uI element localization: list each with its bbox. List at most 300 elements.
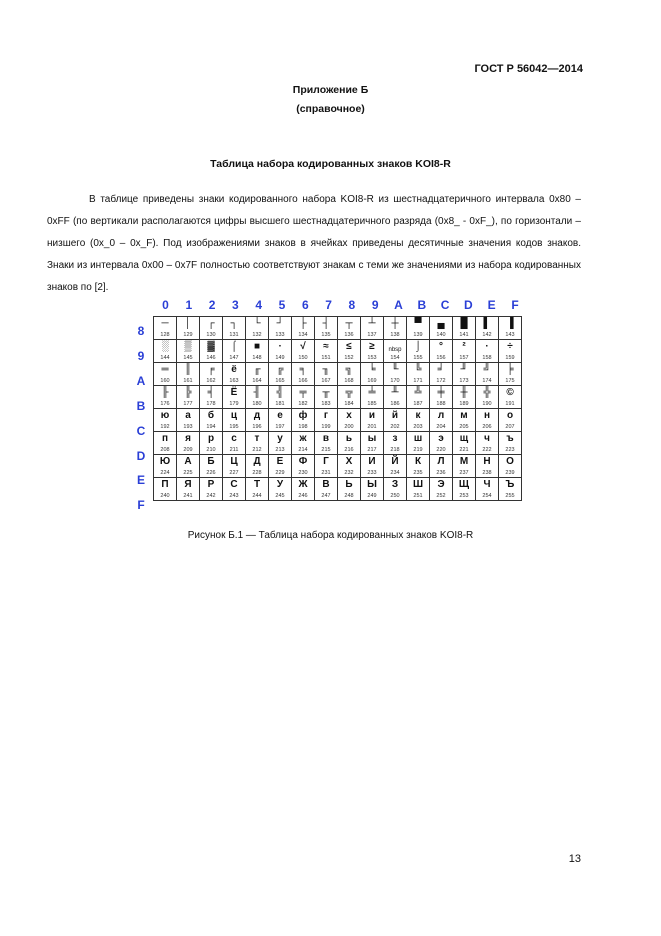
code-cell	[292, 455, 315, 478]
cell-code: 213	[275, 447, 285, 453]
code-cell	[499, 455, 522, 478]
code-cell	[476, 455, 499, 478]
code-cell	[269, 432, 292, 455]
cell-glyph: ╘	[368, 364, 376, 375]
code-cell	[499, 386, 522, 409]
cell-code: 134	[298, 332, 308, 338]
cell-code: 168	[344, 378, 354, 384]
cell-glyph: └	[253, 318, 261, 329]
cell-code: 163	[229, 378, 239, 384]
code-cell	[361, 363, 384, 386]
cell-code: 227	[229, 470, 239, 476]
code-cell	[177, 317, 200, 340]
cell-glyph: Й	[391, 456, 399, 467]
cell-glyph: ┘	[276, 318, 284, 329]
code-cell	[315, 409, 338, 432]
cell-glyph: у	[277, 433, 283, 444]
code-cell	[430, 386, 453, 409]
cell-code: 143	[505, 332, 515, 338]
cell-code: 130	[206, 332, 216, 338]
cell-code: 241	[183, 493, 193, 499]
cell-code: 175	[505, 378, 515, 384]
cell-code: 132	[252, 332, 262, 338]
cell-glyph: ╦	[345, 387, 353, 398]
code-cell	[269, 409, 292, 432]
code-cell	[315, 386, 338, 409]
table-row	[154, 455, 522, 478]
cell-code: 250	[390, 493, 400, 499]
cell-glyph: Б	[207, 456, 215, 467]
appendix-title: Приложение Б	[292, 84, 369, 96]
cell-code: 207	[505, 424, 515, 430]
cell-glyph: ё	[231, 364, 237, 375]
code-cell	[453, 432, 476, 455]
code-cell	[453, 478, 476, 501]
cell-code: 212	[252, 447, 262, 453]
cell-code: 187	[413, 401, 423, 407]
cell-code: 177	[183, 401, 193, 407]
cell-glyph: ╜	[460, 364, 468, 375]
cell-glyph: Г	[323, 456, 329, 467]
cell-glyph: ▄	[437, 318, 445, 329]
column-header: 3	[232, 298, 239, 312]
cell-glyph: ╡	[207, 387, 215, 398]
body-paragraph-text: В таблице приведены знаки кодированного набора KOI8-R из шестнадцатеричного интервала 0x80 – 0xFF (по вертикали располагаются цифры высшего шестнадцатеричного разряда (0x8_ - 0xF_), по горизонтали – низшего (0x_0 – 0x_F). Под изображениями знаков в ячейках приведены десятичные значения кодов знаков. Знаки из интервала 0x00 – 0x7F полностью соответствуют знакам с теми же значениями из набора кодированных знаков по [2].	[47, 194, 581, 293]
cell-glyph: ╨	[391, 387, 399, 398]
code-cell	[361, 478, 384, 501]
cell-code: 192	[160, 424, 170, 430]
cell-glyph: Ь	[345, 479, 353, 490]
cell-code: 210	[206, 447, 216, 453]
cell-code: 141	[459, 332, 469, 338]
cell-code: 136	[344, 332, 354, 338]
cell-code: 206	[482, 424, 492, 430]
cell-code: 230	[298, 470, 308, 476]
cell-glyph: ╝	[483, 364, 491, 375]
code-cell	[223, 432, 246, 455]
cell-code: 211	[229, 447, 239, 453]
cell-code: 161	[183, 378, 193, 384]
cell-code: 138	[390, 332, 400, 338]
code-cell	[499, 363, 522, 386]
cell-glyph: О	[506, 456, 514, 467]
cell-code: 205	[459, 424, 469, 430]
code-cell	[269, 386, 292, 409]
cell-glyph: ┬	[345, 318, 353, 329]
cell-code: 235	[413, 470, 423, 476]
row-header: C	[136, 423, 146, 438]
cell-glyph: ч	[484, 433, 490, 444]
cell-glyph: ы	[367, 433, 377, 444]
code-cell	[315, 478, 338, 501]
cell-code: 153	[367, 355, 377, 361]
cell-glyph: ▓	[207, 341, 215, 352]
code-cell	[453, 317, 476, 340]
cell-glyph: ▌	[483, 318, 491, 329]
table-row	[154, 432, 522, 455]
body-paragraph	[47, 189, 581, 299]
code-cell	[292, 409, 315, 432]
code-cell	[177, 409, 200, 432]
cell-glyph: ∙	[278, 341, 282, 352]
cell-code: 225	[183, 470, 193, 476]
cell-glyph: ж	[299, 433, 307, 444]
cell-glyph: ╢	[253, 387, 261, 398]
cell-glyph: ┤	[322, 318, 330, 329]
cell-code: 251	[413, 493, 423, 499]
cell-code: 224	[160, 470, 170, 476]
code-cell	[338, 386, 361, 409]
code-cell	[384, 432, 407, 455]
code-cell	[246, 478, 269, 501]
code-cell	[200, 478, 223, 501]
cell-code: 247	[321, 493, 331, 499]
cell-code: 228	[252, 470, 262, 476]
cell-code: 243	[229, 493, 239, 499]
row-header: 9	[137, 348, 145, 363]
cell-glyph: ф	[298, 410, 308, 421]
cell-code: 190	[482, 401, 492, 407]
cell-glyph: е	[277, 410, 283, 421]
cell-glyph: т	[254, 433, 260, 444]
cell-code: 133	[275, 332, 285, 338]
cell-code: 182	[298, 401, 308, 407]
cell-code: 196	[252, 424, 262, 430]
cell-code: 159	[505, 355, 515, 361]
cell-glyph: Ч	[483, 479, 491, 490]
cell-glyph: ╧	[368, 387, 376, 398]
cell-code: 167	[321, 378, 331, 384]
code-cell	[200, 432, 223, 455]
code-cell	[476, 432, 499, 455]
cell-glyph: В	[322, 479, 330, 490]
cell-glyph: ⌡	[414, 341, 422, 352]
code-cell	[315, 363, 338, 386]
code-cell	[292, 386, 315, 409]
code-cell	[453, 363, 476, 386]
cell-glyph: ╓	[253, 364, 261, 375]
row-header: 8	[137, 324, 145, 338]
cell-glyph: ╠	[184, 387, 192, 398]
cell-code: 252	[436, 493, 446, 499]
cell-glyph: ╥	[322, 387, 330, 398]
cell-glyph: Я	[184, 479, 192, 490]
code-cell	[246, 432, 269, 455]
column-header: 9	[371, 298, 379, 312]
cell-glyph: я	[185, 433, 191, 444]
row-header: F	[137, 498, 145, 513]
cell-glyph: н	[483, 410, 491, 421]
code-cell	[453, 386, 476, 409]
code-cell	[223, 386, 246, 409]
code-cell	[246, 363, 269, 386]
cell-code: 189	[459, 401, 469, 407]
cell-glyph: ╞	[506, 364, 514, 375]
table-row	[154, 386, 522, 409]
cell-glyph: З	[391, 479, 399, 490]
cell-glyph: Е	[276, 456, 284, 467]
cell-glyph: ≈	[323, 341, 329, 352]
cell-glyph: Ы	[367, 479, 377, 490]
cell-glyph: ╣	[276, 387, 284, 398]
appendix-subtitle: (справочное)	[296, 103, 365, 115]
column-header: E	[487, 298, 496, 312]
cell-code: 140	[436, 332, 446, 338]
cell-glyph: °	[439, 341, 443, 352]
cell-code: 201	[367, 424, 377, 430]
cell-code: 249	[367, 493, 377, 499]
cell-glyph: ь	[345, 433, 353, 444]
code-cell	[430, 340, 453, 363]
cell-glyph: ┐	[230, 318, 238, 329]
code-cell	[453, 409, 476, 432]
cell-glyph: У	[276, 479, 284, 490]
cell-glyph: Ж	[298, 479, 308, 490]
cell-glyph: ╫	[460, 387, 468, 398]
cell-glyph: ц	[230, 410, 238, 421]
cell-glyph: й	[391, 410, 399, 421]
cell-glyph: ┴	[368, 318, 376, 329]
cell-code: 197	[275, 424, 285, 430]
cell-code: 199	[321, 424, 331, 430]
cell-code: 150	[298, 355, 308, 361]
code-cell	[361, 386, 384, 409]
cell-glyph: ╩	[414, 387, 422, 398]
code-cell	[338, 432, 361, 455]
code-cell	[269, 317, 292, 340]
cell-glyph: к	[415, 410, 421, 421]
code-cell	[499, 340, 522, 363]
code-cell	[430, 363, 453, 386]
cell-glyph: Х	[345, 456, 353, 467]
cell-code: 246	[298, 493, 308, 499]
cell-glyph: Ё	[230, 387, 238, 398]
cell-code: 237	[459, 470, 469, 476]
cell-code: 244	[252, 493, 262, 499]
code-cell	[315, 340, 338, 363]
cell-glyph: ш	[413, 433, 423, 444]
cell-glyph: ─	[161, 318, 169, 329]
code-cell	[499, 317, 522, 340]
cell-glyph: ╗	[345, 364, 353, 375]
cell-code: 160	[160, 378, 170, 384]
code-cell	[384, 386, 407, 409]
cell-glyph: █	[460, 318, 468, 329]
cell-code: 219	[413, 447, 423, 453]
cell-code: 157	[459, 355, 469, 361]
code-cell	[361, 409, 384, 432]
column-header: 1	[185, 298, 193, 312]
code-cell	[476, 386, 499, 409]
code-cell	[384, 363, 407, 386]
code-cell	[154, 317, 177, 340]
column-header: 7	[325, 298, 332, 312]
cell-glyph: ╛	[437, 364, 445, 375]
column-header: B	[417, 298, 427, 312]
cell-code: 214	[298, 447, 308, 453]
cell-code: 174	[482, 378, 492, 384]
cell-code: 156	[436, 355, 446, 361]
cell-glyph: ▒	[184, 341, 192, 352]
figure-caption: Рисунок Б.1 — Таблица набора кодированных знаков KOI8-R	[187, 530, 474, 541]
code-cell	[177, 386, 200, 409]
cell-glyph: ▐	[506, 318, 514, 329]
code-cell	[246, 386, 269, 409]
code-cell	[338, 409, 361, 432]
cell-code: 164	[252, 378, 262, 384]
cell-code: 178	[206, 401, 216, 407]
column-header: 2	[208, 298, 216, 312]
cell-glyph: ╙	[391, 364, 399, 375]
cell-code: 236	[436, 470, 446, 476]
code-cell	[338, 478, 361, 501]
code-cell	[154, 432, 177, 455]
cell-code: 232	[344, 470, 354, 476]
cell-code: 172	[436, 378, 446, 384]
row-header: A	[136, 373, 146, 388]
table-row	[154, 409, 522, 432]
cell-glyph: ▀	[414, 318, 422, 329]
cell-glyph: с	[231, 433, 237, 444]
cell-code: 155	[413, 355, 423, 361]
code-cell	[177, 432, 200, 455]
code-cell	[223, 409, 246, 432]
cell-code: 137	[367, 332, 377, 338]
code-cell	[361, 340, 384, 363]
code-cell	[315, 432, 338, 455]
cell-code: 226	[206, 470, 216, 476]
cell-glyph: Э	[437, 479, 445, 490]
cell-glyph: Ф	[298, 456, 308, 467]
cell-glyph: Р	[207, 479, 215, 490]
column-header: 5	[278, 298, 286, 312]
cell-glyph: ┼	[391, 318, 399, 329]
cell-glyph: ╬	[483, 387, 491, 398]
cell-glyph: г	[323, 410, 329, 421]
cell-code: 194	[206, 424, 216, 430]
cell-glyph: С	[230, 479, 238, 490]
code-cell	[200, 386, 223, 409]
cell-glyph: ╔	[276, 364, 284, 375]
code-cell	[430, 317, 453, 340]
cell-code: 128	[160, 332, 170, 338]
code-cell	[246, 455, 269, 478]
cell-glyph: Н	[483, 456, 491, 467]
cell-code: 233	[367, 470, 377, 476]
code-cell	[338, 363, 361, 386]
cell-glyph: щ	[459, 433, 469, 444]
cell-glyph: в	[322, 433, 330, 444]
code-cell	[407, 317, 430, 340]
cell-code: 148	[252, 355, 262, 361]
cell-glyph: ╪	[437, 387, 445, 398]
code-cell	[292, 340, 315, 363]
code-cell	[430, 432, 453, 455]
code-cell	[154, 340, 177, 363]
code-cell	[430, 455, 453, 478]
cell-glyph: │	[184, 318, 192, 329]
code-cell	[154, 386, 177, 409]
code-cell	[453, 340, 476, 363]
cell-code: 179	[229, 401, 239, 407]
code-cell	[315, 455, 338, 478]
cell-code: 142	[482, 332, 492, 338]
code-cell	[292, 432, 315, 455]
cell-glyph: Д	[253, 456, 261, 467]
cell-glyph: ╒	[207, 364, 215, 375]
cell-code: 231	[321, 470, 331, 476]
code-cell	[476, 317, 499, 340]
cell-glyph: nbsp	[388, 347, 402, 353]
code-cell	[177, 340, 200, 363]
cell-code: 166	[298, 378, 308, 384]
code-cell	[177, 478, 200, 501]
cell-code: 229	[275, 470, 285, 476]
cell-glyph: И	[368, 456, 376, 467]
cell-code: 154	[390, 355, 400, 361]
cell-code: 144	[160, 355, 170, 361]
code-cell	[200, 363, 223, 386]
code-cell	[407, 455, 430, 478]
code-cell	[223, 317, 246, 340]
column-header: 6	[301, 298, 309, 312]
column-header: D	[464, 298, 473, 312]
column-header: 4	[255, 298, 263, 312]
koi8r-code-table	[153, 316, 522, 501]
table-row	[154, 363, 522, 386]
code-cell	[246, 317, 269, 340]
cell-code: 220	[436, 447, 446, 453]
cell-code: 240	[160, 493, 170, 499]
code-cell	[200, 455, 223, 478]
code-cell	[154, 455, 177, 478]
cell-code: 135	[321, 332, 331, 338]
cell-glyph: ║	[184, 364, 192, 375]
code-cell	[430, 409, 453, 432]
cell-glyph: М	[459, 456, 469, 467]
cell-code: 208	[160, 447, 170, 453]
cell-code: 217	[367, 447, 377, 453]
cell-code: 198	[298, 424, 308, 430]
cell-glyph: ■	[253, 341, 261, 352]
cell-glyph: и	[368, 410, 376, 421]
cell-glyph: ÷	[507, 341, 513, 352]
cell-code: 223	[505, 447, 515, 453]
code-cell	[200, 317, 223, 340]
cell-glyph: ┌	[207, 318, 215, 329]
cell-code: 193	[183, 424, 193, 430]
cell-glyph: ═	[161, 364, 169, 375]
cell-code: 151	[321, 355, 331, 361]
code-cell	[384, 340, 407, 363]
cell-code: 131	[229, 332, 239, 338]
code-cell	[384, 317, 407, 340]
code-cell	[384, 478, 407, 501]
cell-code: 171	[413, 378, 423, 384]
cell-glyph: П	[161, 479, 169, 490]
column-header: 0	[162, 298, 169, 312]
code-cell	[223, 340, 246, 363]
cell-glyph: э	[438, 433, 444, 444]
code-cell	[338, 340, 361, 363]
table-row	[154, 340, 522, 363]
cell-code: 129	[183, 332, 193, 338]
code-cell	[223, 363, 246, 386]
cell-code: 215	[321, 447, 331, 453]
row-header: E	[136, 473, 145, 488]
cell-glyph: о	[506, 410, 514, 421]
code-cell	[338, 317, 361, 340]
